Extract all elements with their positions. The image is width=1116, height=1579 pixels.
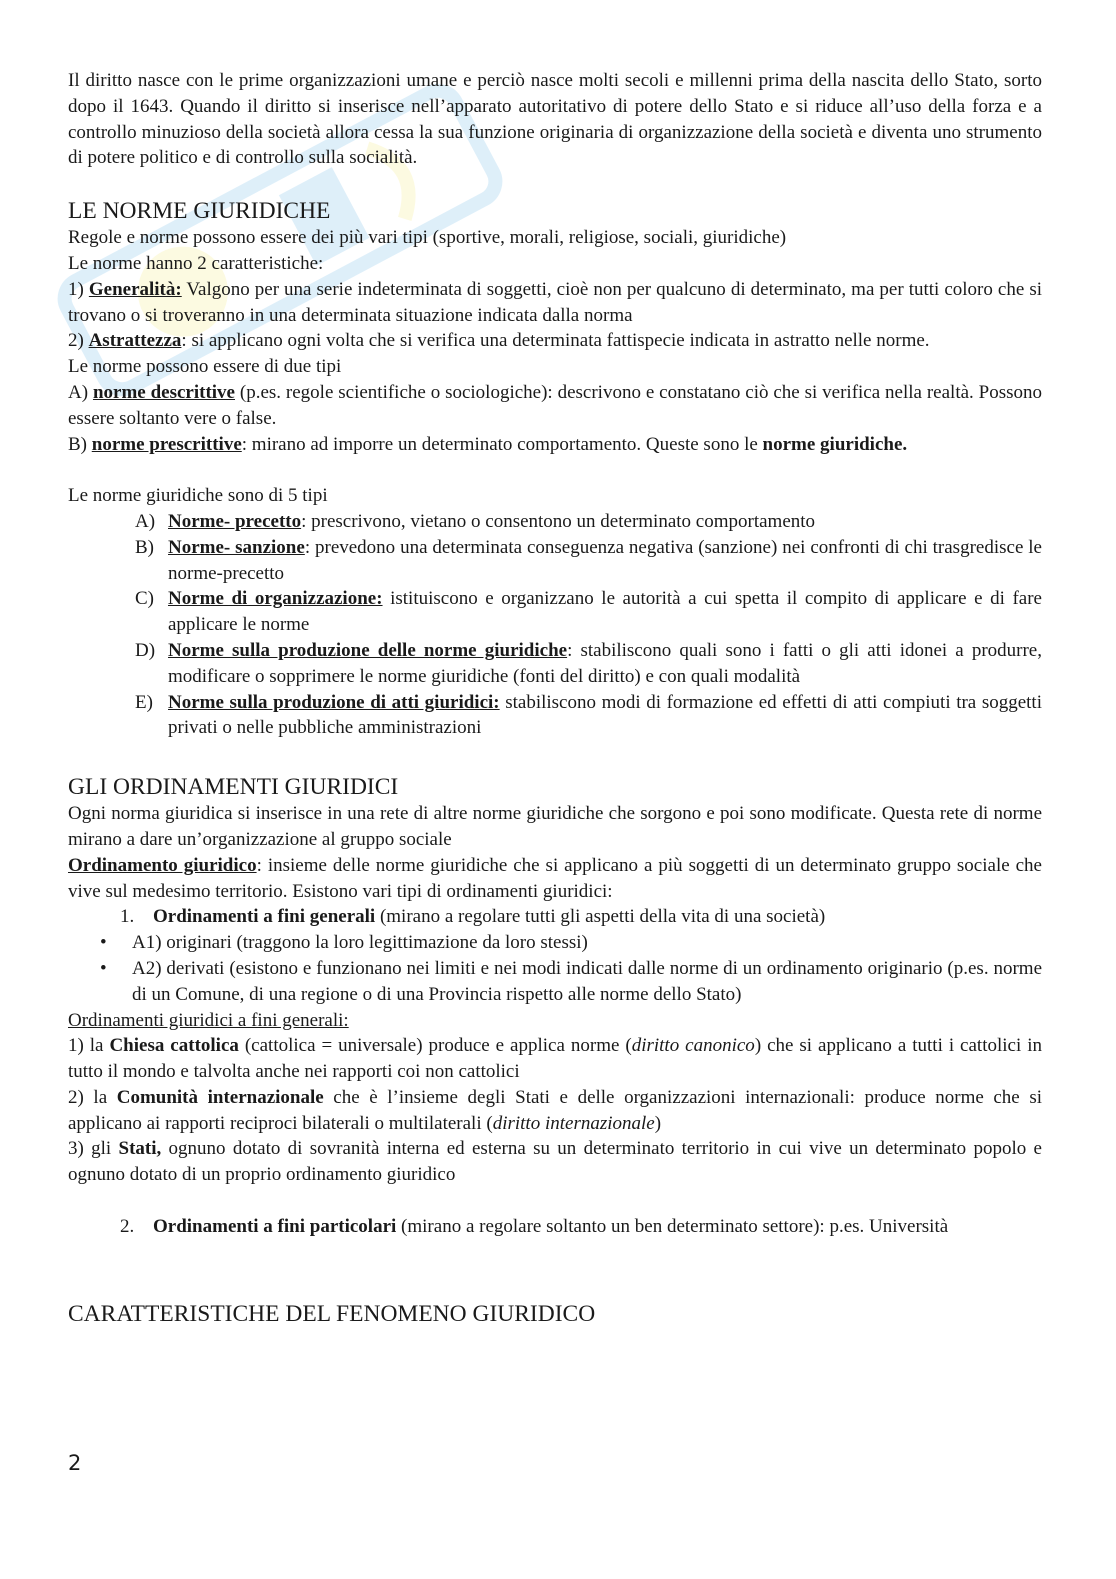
- term-generalita: Generalità:: [88, 278, 182, 300]
- bullet-icon: •: [100, 932, 107, 954]
- page-number: 2: [68, 1451, 82, 1475]
- paragraph: Le norme hanno 2 caratteristiche:: [68, 252, 324, 274]
- definition-ordinamento: Ordinamento giuridico: insieme delle norme giuridiche che si applicano a più soggetti di un determinato gruppo sociale che vive sul medesimo territorio. Esistono vari tipi di ordinamenti giuridici:: [68, 854, 1042, 902]
- sub-heading: Ordinamenti giuridici a fini generali:: [68, 1009, 349, 1031]
- numbered-item-2: 2. Ordinamenti a fini particolari (mirano a regolare soltanto un ben determinato settore): p.es. Università: [120, 1215, 949, 1237]
- list-item: E) Norme sulla produzione di atti giuridici: stabiliscono modi di formazione ed effetti di atti compiuti tra soggetti privati o nelle pubbliche amministrazioni: [135, 691, 1042, 739]
- document-page: [68, 68, 1042, 1328]
- term-ordinamento: Ordinamento giuridico: [68, 854, 257, 876]
- list-item: C) Norme di organizzazione: istituiscono e organizzano le autorità a cui spetta il compito di applicare e di fare applicare le norme: [135, 588, 1042, 636]
- section-heading-caratteristiche: CARATTERISTICHE DEL FENOMENO GIURIDICO: [68, 1300, 596, 1327]
- bullet-list: [68, 930, 1042, 1007]
- paragraph: Le norme possono essere di due tipi: [68, 356, 342, 378]
- term-descrittive: norme descrittive: [92, 381, 235, 403]
- characteristic-generalita: 1) Generalità: Valgono per una serie indeterminata di soggetti, cioè non per qualcuno di determinato, ma per tutti coloro che si trovano o si troveranno in una determinata situazione indicata dalla norma: [68, 278, 1042, 326]
- general-order-stati: 3) gli Stati, ognuno dotato di sovranità interna ed esterna su un determinato territorio in cui vive un determinato popolo e ognuno dotato di un proprio ordinamento giuridico: [68, 1138, 1042, 1186]
- characteristic-astrattezza: 2) Astrattezza: si applicano ogni volta che si verifica una determinata fattispecie indicata in astratto nelle norme.: [68, 330, 930, 352]
- list-item: A) Norme- precetto: prescrivono, vietano o consentono un determinato comportamento: [135, 510, 816, 532]
- norm-type-prescrittive: B) norme prescrittive: mirano ad imporre un determinato comportamento. Queste sono le norme giuridiche.: [68, 433, 908, 455]
- term-astrattezza: Astrattezza: [88, 330, 182, 352]
- paragraph: Le norme giuridiche sono di 5 tipi: [68, 485, 328, 507]
- section-heading-ordinamenti: GLI ORDINAMENTI GIURIDICI: [68, 774, 399, 801]
- section-heading-norme: LE NORME GIURIDICHE: [68, 198, 331, 225]
- list-item: • A1) originari (traggono la loro legittimazione da loro stessi): [100, 930, 1042, 956]
- list-item: D) Norme sulla produzione delle norme giuridiche: stabiliscono quali sono i fatti o gli atti idonei a produrre, modificare o sopprimere le norme giuridiche (fonti del diritto) e con quali modalità: [135, 639, 1042, 687]
- term-prescrittive: norme prescrittive: [91, 433, 242, 455]
- general-order-chiesa: 1) la Chiesa cattolica (cattolica = universale) produce e applica norme (diritto canonico) che si applicano a tutti i cattolici in tutto il mondo e talvolta anche nei rapporti coi non cattolici: [68, 1035, 1042, 1083]
- list-item: • A2) derivati (esistono e funzionano nei limiti e nei modi indicati dalle norme di un ordinamento originario (p.es. norme di un Comune, di una regione o di una Provincia rispetto alle norme dello Stato): [100, 956, 1042, 1008]
- numbered-item-1: 1. Ordinamenti a fini generali (mirano a regolare tutti gli aspetti della vita di una società): [120, 906, 826, 928]
- bullet-icon: •: [100, 957, 107, 979]
- list-item: B) Norme- sanzione: prevedono una determinata conseguenza negativa (sanzione) nei confronti di chi trasgredisce le norme-precetto: [135, 536, 1042, 584]
- paragraph: Ogni norma giuridica si inserisce in una rete di altre norme giuridiche che sorgono e poi sono modificate. Questa rete di norme mirano a dare un’organizzazione al gruppo sociale: [68, 803, 1042, 850]
- norm-type-descrittive: A) norme descrittive (p.es. regole scientifiche o sociologiche): descrivono e constatano ciò che si verifica nella realtà. Possono essere soltanto vere o false.: [68, 381, 1043, 429]
- norm-types-list: [68, 509, 1042, 741]
- general-order-comunita: 2) la Comunità internazionale che è l’insieme degli Stati e delle organizzazioni internazionali: produce norme che si applicano ai rapporti reciproci bilaterali o multilaterali (diritto internazionale): [68, 1086, 1042, 1134]
- paragraph: Regole e norme possono essere dei più vari tipi (sportive, morali, religiose, sociali, giuridiche): [68, 227, 787, 249]
- intro-paragraph: Il diritto nasce con le prime organizzazioni umane e perciò nasce molti secoli e millenni prima della nascita dello Stato, sorto dopo il 1643. Quando il diritto si inserisce nell’apparato autoritativo di potere dello Stato e si riduce all’uso della forza e a controllo minuzioso della società allora cessa la sua funzione originaria di organizzazione della società e diventa uno strumento di potere politico e di controllo sulla socialità.: [68, 70, 1042, 169]
